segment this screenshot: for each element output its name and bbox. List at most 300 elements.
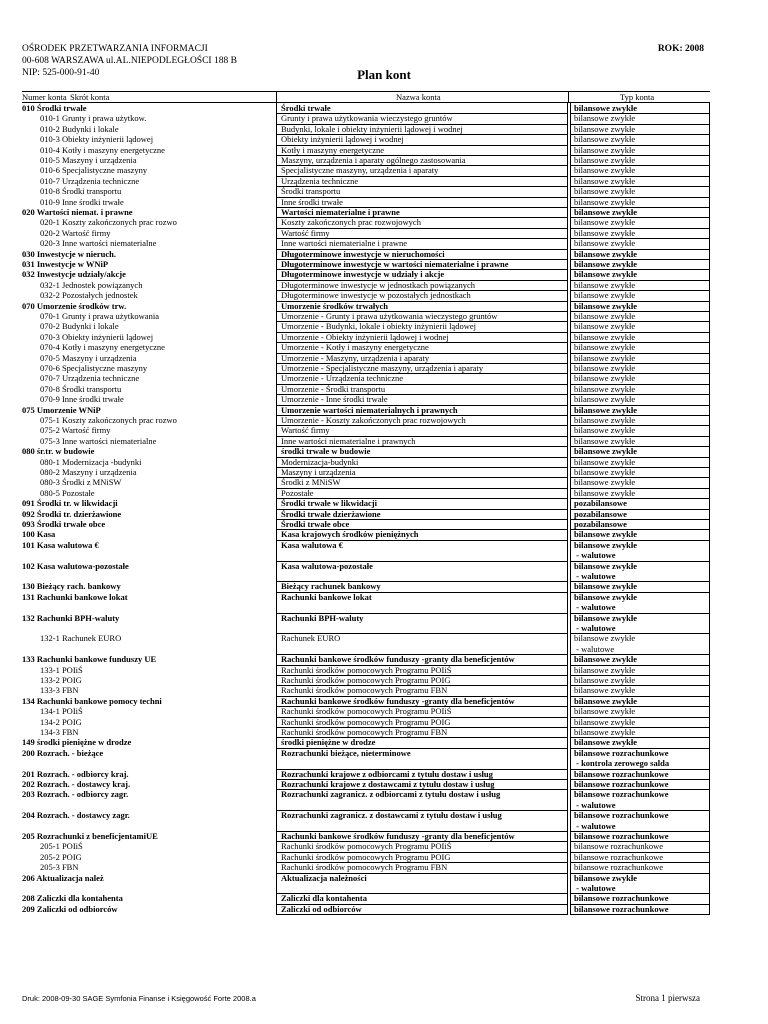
table-row: [0, 311, 768, 321]
account-type-main: bilansowe rozrachunkowe: [574, 893, 669, 904]
account-code: 070-6 Specjalistyczne maszyny: [40, 363, 148, 373]
account-name: Długoterminowe inwestycje w nieruchomości: [276, 249, 568, 260]
table-row: [0, 852, 768, 862]
account-type-main: bilansowe zwykłe: [574, 248, 638, 259]
account-code: 209 Zaliczki od odbiorców: [22, 903, 118, 914]
account-code: 020-1 Koszty zakończonych prac rozwo: [40, 217, 177, 228]
account-type-sub: - walutowe: [574, 571, 616, 581]
account-code: 075 Umorzenie WNiP: [22, 404, 101, 415]
account-name: Rachunki bankowe środków funduszy -granty dla beneficjentów: [276, 654, 568, 665]
table-row: [0, 654, 768, 664]
account-type-main: bilansowe zwykłe: [574, 456, 636, 467]
account-type-main: bilansowe rozrachunkowe: [574, 779, 669, 789]
account-code: 075-2 Wartość firmy: [40, 425, 111, 436]
account-code: 206 Aktualizacja należ: [22, 872, 104, 883]
account-type-main: pozabilansowe: [574, 508, 627, 519]
account-name: Umorzenie - Maszyny, urządzenia i aparaty: [276, 353, 568, 364]
account-type-main: bilansowe zwykłe: [574, 383, 636, 394]
account-type-main: bilansowe zwykłe: [574, 207, 638, 217]
account-code: 134-2 POIG: [40, 716, 82, 727]
table-row: [0, 873, 768, 894]
col-header-number: Numer konta: [22, 92, 67, 102]
account-code: 205 Rozrachunki z beneficjentamiUE: [22, 831, 158, 841]
account-name: Pozostałe: [276, 488, 568, 499]
account-name: Umorzenie - Koszty zakończonych prac rozwojowych: [276, 415, 568, 426]
account-name: Rachunki środków pomocowych Programu FBN: [276, 685, 568, 696]
account-type-main: bilansowe zwykłe: [574, 227, 636, 238]
account-name: Inne wartości niematerialne i prawnych: [276, 436, 568, 447]
account-name: Rachunki środków pomocowych Programu POIiŚ: [276, 706, 568, 717]
table-row: [0, 436, 768, 446]
account-code: 070-9 Inne środki trwałe: [40, 394, 124, 405]
account-name: Rachunki środków pomocowych Programu POIG: [276, 675, 568, 686]
table-row: [0, 581, 768, 591]
account-type: [570, 592, 710, 614]
account-code: 032-1 Jednostek powiązanych: [40, 279, 143, 290]
account-type-main: bilansowe zwykłe: [574, 373, 636, 384]
account-code: 020-3 Inne wartości niematerialne: [40, 238, 157, 249]
account-type-main: bilansowe zwykłe: [574, 144, 636, 155]
account-type-main: bilansowe zwykłe: [574, 435, 636, 446]
account-type: [570, 613, 710, 635]
table-row: [0, 384, 768, 394]
account-type: [570, 810, 710, 832]
table-row: [0, 415, 768, 425]
account-type-sub: - walutowe: [574, 550, 616, 561]
account-type: [570, 904, 710, 915]
account-code: 200 Rozrach. - bieżące: [22, 747, 104, 758]
table-row: [0, 373, 768, 383]
account-name: Rozrachunki krajowe z dostawcami z tytułu dostaw i usług: [276, 779, 568, 790]
table-row: [0, 249, 768, 259]
table-row: [0, 665, 768, 675]
table-row: [0, 217, 768, 227]
table-row: [0, 405, 768, 415]
account-name: Rachunki bankowe środków funduszy -granty dla beneficjentów: [276, 831, 568, 842]
account-code: 070-8 Środki transportu: [40, 383, 122, 394]
table-row: [0, 904, 768, 914]
account-type-main: bilansowe rozrachunkowe: [574, 747, 669, 758]
account-code: 093 Środki trwałe obce: [22, 519, 106, 529]
account-type-main: bilansowe zwykłe: [574, 123, 636, 134]
account-code: 131 Rachunki bankowe lokat: [22, 591, 128, 602]
table-row: [0, 810, 768, 831]
account-code: 080-1 Modernizacja -budynki: [40, 456, 142, 467]
account-type-main: bilansowe zwykłe: [574, 581, 638, 592]
account-type-main: bilansowe zwykłe: [574, 737, 638, 748]
table-row: [0, 748, 768, 769]
account-name: Kasa krajowych środków pieniężnych: [276, 529, 568, 540]
table-row: [0, 613, 768, 634]
table-row: [0, 862, 768, 872]
account-name: Rachunek EURO: [276, 633, 568, 655]
account-type-main: bilansowe zwykłe: [574, 633, 636, 644]
table-row: [0, 425, 768, 435]
account-code: 010-2 Budynki i lokale: [40, 123, 119, 134]
table-row: [0, 509, 768, 519]
account-name: Rachunki środków pomocowych Programu FBN: [276, 862, 568, 873]
account-code: 070-1 Grunty i prawa użytkowania: [40, 311, 159, 321]
table-row: [0, 197, 768, 207]
col-header-short: Skrót konta: [70, 92, 110, 102]
account-name: Budynki, lokale i obiekty inżynierii lądowej i wodnej: [276, 124, 568, 135]
account-type-sub: - walutowe: [574, 643, 615, 654]
account-code: 031 Inwestycje w WNiP: [22, 259, 109, 269]
table-row: [0, 301, 768, 311]
account-type-main: bilansowe zwykłe: [574, 238, 636, 249]
account-code: 080-5 Pozostałe: [40, 487, 95, 498]
account-code: 208 Zaliczki dla kontahenta: [22, 893, 123, 904]
account-type-main: bilansowe zwykłe: [574, 279, 636, 290]
table-row: [0, 155, 768, 165]
account-code: 080-2 Maszyny i urządzenia: [40, 467, 137, 477]
account-type-sub: - kontrola zerowego salda: [574, 758, 670, 769]
table-row: [0, 831, 768, 841]
account-type-main: bilansowe zwykłe: [574, 727, 636, 737]
table-row: [0, 561, 768, 582]
table-row: [0, 592, 768, 613]
account-code: 010-6 Specjalistyczne maszyny: [40, 165, 148, 176]
table-row: [0, 737, 768, 747]
account-type-main: bilansowe zwykłe: [574, 612, 638, 623]
account-type-main: bilansowe zwykłe: [574, 675, 636, 685]
account-type-main: bilansowe zwykłe: [574, 539, 638, 550]
table-row: [0, 540, 768, 561]
account-name: Środki z MNiSW: [276, 477, 568, 488]
account-code: 133-2 POIG: [40, 675, 82, 685]
account-type: [570, 540, 710, 562]
account-name: Środki trwałe w likwidacji: [276, 498, 568, 509]
table-row: [0, 841, 768, 851]
account-name: Długoterminowe inwestycje w wartości niematerialne i prawne: [276, 259, 568, 270]
account-type-main: bilansowe zwykłe: [574, 487, 636, 498]
account-type-main: bilansowe zwykłe: [574, 446, 638, 457]
account-code: 020-2 Wartość firmy: [40, 227, 111, 238]
table-row: [0, 685, 768, 695]
table-row: [0, 467, 768, 477]
table-row: [0, 124, 768, 134]
table-row: [0, 342, 768, 352]
account-code: 070-7 Urządzenia techniczne: [40, 373, 140, 384]
account-code: 070-4 Kotły i maszyny energetyczne: [40, 342, 165, 353]
account-type-sub: - walutowe: [574, 602, 616, 613]
table-row: [0, 332, 768, 342]
account-type-main: bilansowe zwykłe: [574, 394, 636, 405]
page-number: Strona 1 pierwsza: [635, 993, 700, 1003]
table-row: [0, 176, 768, 186]
account-name: Rozrachunki krajowe z odbiorcami z tytułu dostaw i usług: [276, 769, 568, 780]
table-header: [22, 91, 710, 103]
table-row: [0, 727, 768, 737]
account-name: Wartość firmy: [276, 425, 568, 436]
table-row: [0, 353, 768, 363]
account-name: środki pieniężne w drodze: [276, 737, 568, 748]
table-row: [0, 789, 768, 810]
account-name: Umorzenie - Kotły i maszyny energetyczne: [276, 342, 568, 353]
account-name: Koszty zakończonych prac rozwojowych: [276, 217, 568, 228]
col-header-name: Nazwa konta: [396, 92, 441, 102]
table-row: [0, 696, 768, 706]
account-name: Rachunki BPH-waluty: [276, 613, 568, 635]
account-type-main: bilansowe zwykłe: [574, 196, 636, 207]
account-type-main: bilansowe zwykłe: [574, 175, 636, 186]
account-type-main: bilansowe zwykłe: [574, 342, 636, 353]
page-title: Plan kont: [357, 67, 411, 82]
account-code: 010-9 Inne środki trwałe: [40, 196, 124, 207]
account-type-main: bilansowe zwykłe: [574, 477, 636, 488]
account-type-main: bilansowe zwykłe: [574, 331, 636, 342]
account-code: 202 Rozrach. - dostawcy kraj.: [22, 779, 131, 789]
table-row: [0, 457, 768, 467]
table-row: [0, 477, 768, 487]
account-type-main: bilansowe rozrachunkowe: [574, 810, 669, 821]
account-name: Umorzenie - Specjalistyczne maszyny, urządzenia i aparaty: [276, 363, 568, 374]
account-code: 091 Środki tr. w likwidacji: [22, 498, 118, 509]
org-name: OŚRODEK PRZETWARZANIA INFORMACJI: [22, 44, 208, 54]
account-type-main: bilansowe zwykłe: [574, 591, 638, 602]
print-info: Druk: 2008-09-30 SAGE Symfonia Finanse i Księgowość Forte 2008.a: [22, 994, 256, 1003]
account-type-main: pozabilansowe: [574, 498, 627, 509]
account-code: 075-1 Koszty zakończonych prac rozwo: [40, 415, 177, 425]
account-code: 010-1 Grunty i prawa użytkow.: [40, 113, 147, 124]
account-name: Środki trwałe obce: [276, 519, 568, 530]
account-name: Umorzenie - Inne środki trwałe: [276, 394, 568, 405]
account-type-main: bilansowe zwykłe: [574, 529, 638, 540]
account-code: 134-3 FBN: [40, 727, 79, 737]
account-code: 149 środki pieniężne w drodze: [22, 737, 132, 748]
account-name: Umorzenie - Środki transportu: [276, 384, 568, 395]
account-name: Umorzenie - Urządzenia techniczne: [276, 373, 568, 384]
account-code: 032-2 Pozostałych jednostek: [40, 290, 138, 301]
account-name: Kotły i maszyny energetyczne: [276, 145, 568, 156]
account-type-main: bilansowe zwykłe: [574, 363, 636, 373]
account-code: 101 Kasa walutowa €: [22, 539, 99, 550]
account-name: Maszyny i urządzenia: [276, 467, 568, 478]
account-name: Rozrachunki zagranicz. z odbiorcami z tytułu dostaw i usług: [276, 789, 568, 811]
account-name: Zaliczki dla kontahenta: [276, 893, 568, 904]
account-name: Długoterminowe inwestycje w pozostałych jednostkach: [276, 290, 568, 301]
account-code: 205-2 POIG: [40, 851, 82, 862]
table-row: [0, 394, 768, 404]
table-row: [0, 165, 768, 175]
account-type-main: bilansowe rozrachunkowe: [574, 851, 663, 862]
table-row: [0, 488, 768, 498]
account-name: Środki trwałe dzierżawione: [276, 509, 568, 520]
account-type-main: bilansowe zwykłe: [574, 259, 638, 269]
account-type-main: bilansowe zwykłe: [574, 560, 638, 571]
account-code: 020 Wartości niemat. i prawne: [22, 207, 133, 217]
year-label: ROK: 2008: [657, 44, 704, 54]
account-type-main: bilansowe zwykłe: [574, 311, 636, 321]
account-type-main: bilansowe zwykłe: [574, 654, 638, 665]
account-code: 205-3 FBN: [40, 862, 79, 873]
account-name: Długoterminowe inwestycje w jednostkach powiązanych: [276, 280, 568, 291]
account-type-sub: - walutowe: [574, 820, 616, 831]
account-code: 130 Bieżący rach. bankowy: [22, 581, 121, 592]
account-name: Rachunki środków pomocowych Programu POIG: [276, 852, 568, 863]
account-name: Umorzenie wartości niematerialnych i prawnych: [276, 405, 568, 416]
account-name: Rozrachunki zagranicz. z dostawcami z tytułu dostaw i usług: [276, 810, 568, 832]
table-row: [0, 280, 768, 290]
table-row: [0, 186, 768, 196]
account-type-sub: - walutowe: [574, 623, 616, 633]
account-code: 133-3 FBN: [40, 685, 79, 696]
account-name: Zaliczki od odbiorców: [276, 904, 568, 915]
account-name: Rachunki środków pomocowych Programu POIG: [276, 717, 568, 728]
account-name: Kasa walutowa-pozostałe: [276, 561, 568, 583]
org-address: 00-608 WARSZAWA ul.AL.NIEPODLEGŁOŚCI 188 B: [22, 56, 237, 66]
account-name: Specjalistyczne maszyny, urządzenia i aparaty: [276, 165, 568, 176]
account-code: 075-3 Inne wartości niematerialne: [40, 435, 157, 446]
table-row: [0, 238, 768, 248]
account-type-main: bilansowe zwykłe: [574, 872, 638, 883]
account-code: 010-7 Urządzenia techniczne: [40, 175, 140, 186]
account-name: Grunty i prawa użytkowania wieczystego gruntów: [276, 113, 568, 124]
account-name: Długoterminowe inwestycje w udziały i akcje: [276, 269, 568, 280]
account-code: 092 Środki tr. dzierżawione: [22, 508, 122, 519]
account-name: Rachunki środków pomocowych Programu POIiŚ: [276, 841, 568, 852]
account-type-main: bilansowe zwykłe: [574, 425, 636, 436]
account-code: 205-1 POIiŚ: [40, 841, 83, 852]
account-type-main: bilansowe zwykłe: [574, 186, 636, 197]
account-code: 010-4 Kotły i maszyny energetyczne: [40, 144, 165, 155]
account-type-main: bilansowe zwykłe: [574, 300, 638, 311]
table-row: [0, 113, 768, 123]
account-type-main: bilansowe zwykłe: [574, 290, 636, 301]
account-type-main: bilansowe zwykłe: [574, 685, 636, 696]
account-code: 030 Inwestycje w nieruch.: [22, 248, 116, 259]
account-code: 070 Umorzenie środków trw.: [22, 300, 127, 311]
table-row: [0, 633, 768, 654]
account-code: 203 Rozrach. - odbiorcy zagr.: [22, 789, 129, 800]
account-type-main: bilansowe zwykłe: [574, 155, 636, 165]
account-type: [570, 789, 710, 811]
account-name: Kasa walutowa €: [276, 540, 568, 562]
account-type: [570, 633, 710, 655]
account-type-main: bilansowe rozrachunkowe: [574, 789, 669, 800]
org-nip: NIP: 525-000-91-40: [22, 68, 100, 78]
table-row: [0, 269, 768, 279]
account-code: 070-2 Budynki i lokale: [40, 321, 119, 332]
account-name: Środki transportu: [276, 186, 568, 197]
table-row: [0, 529, 768, 539]
account-type: [570, 873, 710, 895]
account-name: Środki trwałe: [276, 103, 568, 114]
account-type-main: bilansowe zwykłe: [574, 716, 636, 727]
account-code: 132-1 Rachunek EURO: [40, 633, 122, 644]
account-type-main: bilansowe zwykłe: [574, 217, 636, 228]
account-type-main: bilansowe zwykłe: [574, 404, 638, 415]
table-row: [0, 675, 768, 685]
account-code: 100 Kasa: [22, 529, 56, 540]
account-name: Obiekty inżynierii lądowej i wodnej: [276, 134, 568, 145]
table-row: [0, 498, 768, 508]
account-name: Aktualizacja należności: [276, 873, 568, 895]
account-code: 010-8 Środki transportu: [40, 186, 122, 197]
account-code: 133-1 POIiŚ: [40, 664, 83, 675]
account-type-main: bilansowe zwykłe: [574, 113, 636, 124]
account-type-main: bilansowe zwykłe: [574, 321, 636, 332]
account-code: 133 Rachunki bankowe funduszy UE: [22, 654, 157, 665]
account-type-main: bilansowe zwykłe: [574, 352, 636, 363]
table-row: [0, 228, 768, 238]
account-code: 080 śr.tr. w budowie: [22, 446, 95, 457]
account-type-main: bilansowe rozrachunkowe: [574, 841, 663, 852]
account-type-main: bilansowe rozrachunkowe: [574, 831, 669, 841]
table-row: [0, 145, 768, 155]
account-code: 032 Inwestycje udziały/akcje: [22, 269, 126, 280]
account-type-main: bilansowe zwykłe: [574, 134, 636, 145]
account-type-main: bilansowe rozrachunkowe: [574, 768, 669, 779]
account-code: 070-5 Maszyny i urządzenia: [40, 352, 137, 363]
table-row: [0, 321, 768, 331]
account-name: środki trwałe w budowie: [276, 446, 568, 457]
account-type-main: bilansowe rozrachunkowe: [574, 903, 669, 914]
account-name: Rachunki bankowe lokat: [276, 592, 568, 614]
table-row: [0, 446, 768, 456]
account-code: 204 Rozrach. - dostawcy zagr.: [22, 810, 130, 821]
account-type-main: bilansowe rozrachunkowe: [574, 862, 663, 873]
account-code: 080-3 Środki z MNiSW: [40, 477, 122, 488]
account-name: Inne wartości niematerialne i prawne: [276, 238, 568, 249]
account-code: 102 Kasa walutowa-pozostałe: [22, 560, 129, 571]
account-code: 134-1 POIiŚ: [40, 706, 83, 717]
account-type-main: bilansowe zwykłe: [574, 706, 636, 717]
table-row: [0, 363, 768, 373]
account-type-main: pozabilansowe: [574, 519, 627, 529]
table-row: [0, 207, 768, 217]
account-code: 010-5 Maszyny i urządzenia: [40, 155, 137, 165]
account-name: Umorzenie - Grunty i prawa użytkowania wieczystego gruntów: [276, 311, 568, 322]
account-type-main: bilansowe zwykłe: [574, 165, 636, 176]
account-name: Wartość firmy: [276, 228, 568, 239]
account-name: Rachunki bankowe środków funduszy -granty dla beneficjentów: [276, 696, 568, 707]
account-name: Rachunki środków pomocowych Programu FBN: [276, 727, 568, 738]
account-name: Umorzenie - Budynki, lokale i obiekty inżynierii lądowej: [276, 321, 568, 332]
account-type-sub: - walutowe: [574, 799, 616, 810]
table-row: [0, 259, 768, 269]
account-code: 132 Rachunki BPH-waluty: [22, 612, 120, 623]
account-type-main: bilansowe zwykłe: [574, 269, 638, 280]
account-type-main: bilansowe zwykłe: [574, 467, 636, 477]
account-type-main: bilansowe zwykłe: [574, 664, 636, 675]
table-row: [0, 717, 768, 727]
table-row: [0, 103, 768, 113]
account-type-main: bilansowe zwykłe: [574, 103, 638, 113]
table-row: [0, 134, 768, 144]
account-type: [570, 748, 710, 770]
account-name: Umorzenie środków trwałych: [276, 301, 568, 312]
account-code: 134 Rachunki bankowe pomocy techni: [22, 695, 162, 706]
account-code: 070-3 Obiekty inżynierii lądowej: [40, 331, 154, 342]
col-header-type: Typ konta: [620, 92, 655, 102]
account-type-main: bilansowe zwykłe: [574, 415, 636, 425]
account-name: Inne środki trwałe: [276, 197, 568, 208]
account-code: 010 Środki trwałe: [22, 103, 87, 113]
account-name: Urządzenia techniczne: [276, 176, 568, 187]
account-name: Rozrachunki bieżące, nieterminowe: [276, 748, 568, 770]
account-name: Modernizacja-budynki: [276, 457, 568, 468]
table-row: [0, 893, 768, 903]
account-name: Bieżący rachunek bankowy: [276, 581, 568, 592]
account-code: 201 Rozrach. - odbiorcy kraj.: [22, 768, 129, 779]
account-name: Rachunki środków pomocowych Programu POIiŚ: [276, 665, 568, 676]
account-name: Maszyny, urządzenia i aparaty ogólnego zastosowania: [276, 155, 568, 166]
account-code: 010-3 Obiekty inżynierii lądowej: [40, 134, 154, 145]
account-name: Wartości niematerialne i prawne: [276, 207, 568, 218]
account-name: Umorzenie - Obiekty inżynierii lądowej i wodnej: [276, 332, 568, 343]
table-row: [0, 519, 768, 529]
